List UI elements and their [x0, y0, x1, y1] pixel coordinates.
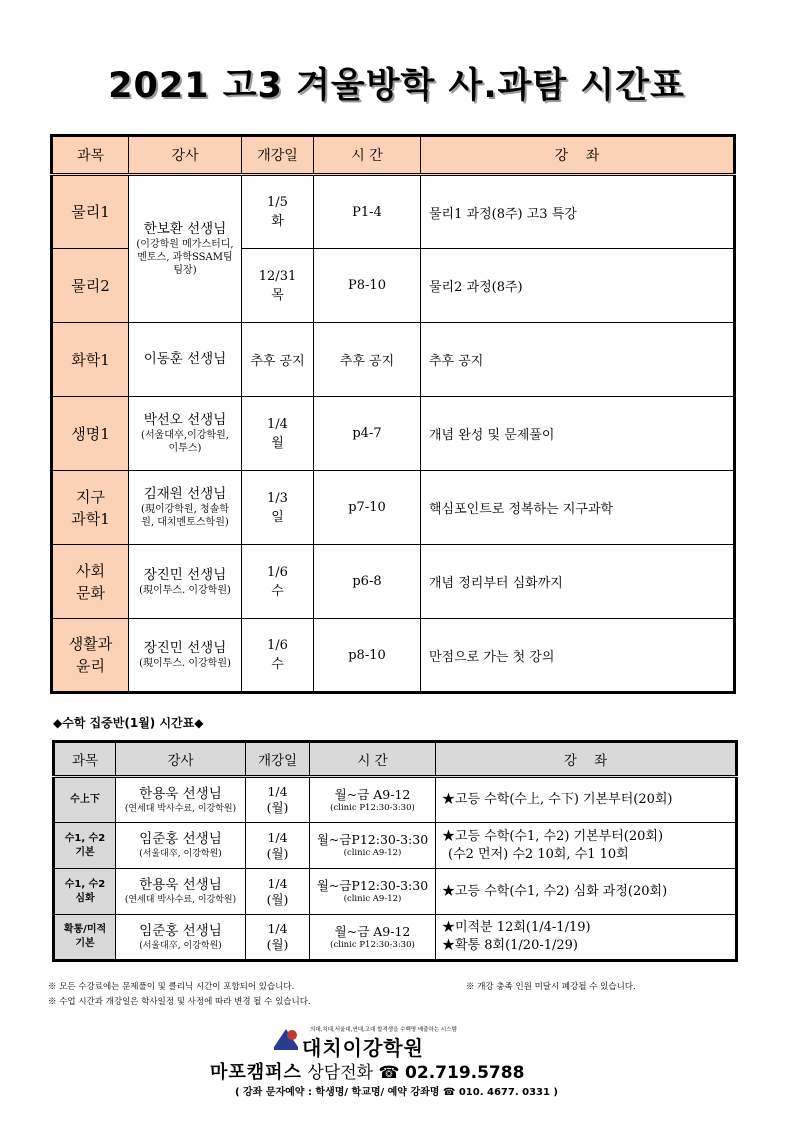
time-cell: 추후 공지	[314, 323, 421, 397]
table-row	[52, 323, 735, 397]
header-subject: 과목	[52, 136, 129, 175]
start-cell	[246, 777, 310, 823]
start-cell	[242, 175, 314, 249]
course-cell	[436, 777, 737, 823]
header-start: 개강일	[242, 136, 314, 175]
subject-cell	[52, 545, 129, 619]
start-cell	[242, 471, 314, 545]
time-main: 월~금 A9-12	[334, 923, 411, 939]
phone-label: 상담전화 ☎	[307, 1063, 400, 1083]
start-date: 1/6	[267, 564, 288, 580]
teacher-cell	[129, 471, 242, 545]
start-date: 1/5	[267, 195, 288, 210]
subject-line: 생활과	[68, 635, 113, 653]
time-clinic: (clinic P12:30-3:30)	[330, 939, 415, 950]
table-row	[54, 823, 737, 869]
teacher-info: (연세대 박사수료, 이강학원)	[124, 803, 237, 814]
course-line: ★미적분 12회(1/4-1/19)	[442, 920, 591, 935]
course-cell: 물리2 과정(8주)	[421, 249, 735, 323]
start-date: 1/6	[267, 638, 288, 653]
subject-line: 수1, 수2	[64, 832, 106, 844]
academy-logo-icon	[272, 1027, 300, 1051]
teacher-cell	[129, 619, 242, 693]
start-date: 1/4	[267, 875, 288, 891]
start-cell	[242, 397, 314, 471]
course-cell: 핵심포인트로 정복하는 지구과학	[421, 471, 735, 545]
course-line: ★고등 수학(수上, 수下) 기본부터(20회)	[442, 792, 673, 807]
start-cell	[242, 249, 314, 323]
table-row	[54, 915, 737, 961]
table-row	[52, 545, 735, 619]
note-schedule-change: ※ 수업 시간과 개강일은 학사일정 및 사정에 따라 변경 될 수 있습니다.	[48, 997, 311, 1007]
teacher-info: (서울대卒,이강학원, 이투스)	[141, 430, 229, 454]
start-day: (월)	[266, 891, 289, 907]
teacher-info: (現이투스. 이강학원)	[139, 658, 231, 669]
subject-cell	[54, 869, 116, 915]
time-main: 월~금P12:30-3:30	[316, 878, 429, 893]
time-clinic: (clinic A9-12)	[343, 894, 402, 904]
start-date: 1/4	[267, 829, 288, 845]
teacher-name: 임준홍 선생님	[139, 922, 222, 939]
header-time: 시 간	[310, 742, 436, 777]
subject-line: 기본	[75, 938, 95, 949]
start-day: 월	[271, 435, 284, 451]
table-row	[52, 471, 735, 545]
teacher-info: (現이투스. 이강학원)	[139, 584, 231, 596]
start-cell	[242, 545, 314, 619]
header-teacher: 강사	[129, 136, 242, 175]
academy-slogan: 의대,치대,서울대,연대,고대 합격생을 수백명 배출하는 시스템	[310, 1027, 457, 1033]
subject-cell	[54, 915, 116, 961]
time-cell: p8-10	[314, 619, 421, 693]
campus-line	[210, 1058, 524, 1084]
course-line: (수2 먼저) 수2 10회, 수1 10회	[448, 846, 629, 862]
teacher-info: (서울대卒, 이강학원)	[139, 849, 222, 859]
teacher-cell	[116, 823, 246, 869]
course-line: ★고등 수학(수1, 수2) 기본부터(20회)	[442, 828, 664, 844]
teacher-info: (現이강학원, 청솔학원, 대치멘토스학원)	[141, 504, 229, 528]
header-course: 강 좌	[421, 136, 735, 175]
start-day: 수	[271, 583, 284, 599]
time-cell	[310, 915, 436, 961]
subject-line: 윤리	[76, 657, 105, 675]
start-cell	[246, 823, 310, 869]
course-cell: 개념 완성 및 문제풀이	[421, 397, 735, 471]
science-timetable	[50, 134, 736, 694]
teacher-cell	[116, 915, 246, 961]
teacher-info: (연세대 박사수료, 이강학원)	[124, 895, 237, 905]
start-date: 1/4	[267, 416, 288, 432]
start-date: 1/4	[267, 784, 288, 799]
start-day: (월)	[266, 937, 289, 952]
teacher-info: (이강학원 메가스터디,멘토스, 과학SSAM팀 팀장)	[136, 239, 234, 276]
subject-line: 사회	[76, 561, 105, 580]
time-cell: p4-7	[314, 397, 421, 471]
teacher-name: 한용욱 선생님	[139, 877, 222, 893]
table-row	[52, 175, 735, 249]
teacher-name: 김재원 선생님	[143, 486, 227, 502]
header-start: 개강일	[246, 742, 310, 777]
subject-line: 문화	[76, 583, 105, 602]
teacher-cell	[129, 397, 242, 471]
teacher-name: 한용욱 선생님	[139, 785, 222, 802]
teacher-cell: 이동훈 선생님	[129, 323, 242, 397]
subject-cell: 화학1	[52, 323, 129, 397]
teacher-cell	[116, 869, 246, 915]
subject-line: 기본	[75, 846, 95, 858]
table-row	[52, 397, 735, 471]
course-cell	[436, 869, 737, 915]
time-cell	[310, 777, 436, 823]
time-main: 월~금P12:30-3:30	[316, 832, 429, 847]
course-cell	[436, 915, 737, 961]
start-date: 1/3	[267, 490, 288, 506]
teacher-name: 임준홍 선생님	[139, 831, 222, 847]
math-section-title: ◆수학 집중반(1월) 시간표◆	[53, 716, 204, 730]
subject-line: 심화	[75, 892, 95, 904]
start-day: 목	[271, 287, 284, 303]
start-day: 수	[271, 657, 284, 672]
header-course: 강 좌	[436, 742, 737, 777]
teacher-name: 박선오 선생님	[143, 412, 227, 428]
start-day: 화	[271, 214, 284, 229]
teacher-info: (서울대卒, 이강학원)	[139, 940, 222, 951]
table-header-row	[52, 136, 735, 175]
reservation-info: ( 강좌 문자예약 : 학생명/ 학교명/ 예약 강좌명 ☎ 010. 4677. 0331 )	[234, 1087, 559, 1098]
course-line: ★확통 8회(1/20-1/29)	[442, 938, 578, 953]
subject-cell	[54, 823, 116, 869]
start-day: (월)	[266, 800, 289, 815]
note-cancel: ※ 개강 충족 인원 미달시 폐강될 수 있습니다.	[466, 982, 636, 992]
time-cell	[310, 869, 436, 915]
start-cell	[246, 869, 310, 915]
subject-line: 수1, 수2	[64, 878, 106, 890]
subject-line: 확통/미적	[63, 924, 107, 935]
teacher-cell	[129, 175, 242, 323]
course-cell	[436, 823, 737, 869]
subject-line: 지구	[76, 487, 105, 506]
course-cell: 물리1 과정(8주) 고3 특강	[421, 175, 735, 249]
start-date: 1/4	[267, 921, 288, 936]
time-cell: p7-10	[314, 471, 421, 545]
start-cell	[242, 619, 314, 693]
teacher-name: 한보환 선생님	[143, 221, 227, 237]
teacher-name: 장진민 선생님	[143, 640, 227, 656]
subject-cell	[52, 619, 129, 693]
header-subject: 과목	[54, 742, 116, 777]
course-cell: 만점으로 가는 첫 강의	[421, 619, 735, 693]
subject-cell	[52, 471, 129, 545]
start-day: 일	[271, 509, 284, 525]
campus-name: 마포캠퍼스	[210, 1062, 302, 1083]
table-row	[54, 777, 737, 823]
page-title: 2021 고3 겨울방학 사.과탐 시간표	[108, 66, 685, 106]
table-row	[54, 869, 737, 915]
header-time: 시 간	[314, 136, 421, 175]
header-teacher: 강사	[116, 742, 246, 777]
course-cell: 추후 공지	[421, 323, 735, 397]
subject-cell: 생명1	[52, 397, 129, 471]
time-cell	[310, 823, 436, 869]
course-cell: 개념 정리부터 심화까지	[421, 545, 735, 619]
math-timetable	[52, 740, 738, 962]
table-header-row	[54, 742, 737, 777]
time-cell: P8-10	[314, 249, 421, 323]
time-cell: p6-8	[314, 545, 421, 619]
start-cell: 추후 공지	[242, 323, 314, 397]
start-cell	[246, 915, 310, 961]
academy-name: 대치이강학원	[302, 1036, 424, 1060]
subject-cell: 물리2	[52, 249, 129, 323]
start-date: 12/31	[258, 268, 297, 284]
time-clinic: (clinic A9-12)	[343, 848, 402, 858]
teacher-name: 장진민 선생님	[143, 566, 227, 583]
course-line: ★고등 수학(수1, 수2) 심화 과정(20회)	[442, 883, 668, 899]
subject-cell: 물리1	[52, 175, 129, 249]
note-fees: ※ 모든 수강료에는 문제풀이 및 클리닉 시간이 포함되어 있습니다.	[48, 982, 295, 992]
time-main: 월~금 A9-12	[334, 786, 411, 802]
start-day: (월)	[266, 845, 289, 861]
subject-line: 과학1	[71, 509, 110, 528]
phone-number: 02.719.5788	[405, 1063, 525, 1083]
teacher-cell	[129, 545, 242, 619]
table-row	[52, 619, 735, 693]
time-clinic: (clinic P12:30-3:30)	[330, 802, 415, 813]
teacher-cell	[116, 777, 246, 823]
time-cell: P1-4	[314, 175, 421, 249]
subject-cell: 수上下	[54, 777, 116, 823]
